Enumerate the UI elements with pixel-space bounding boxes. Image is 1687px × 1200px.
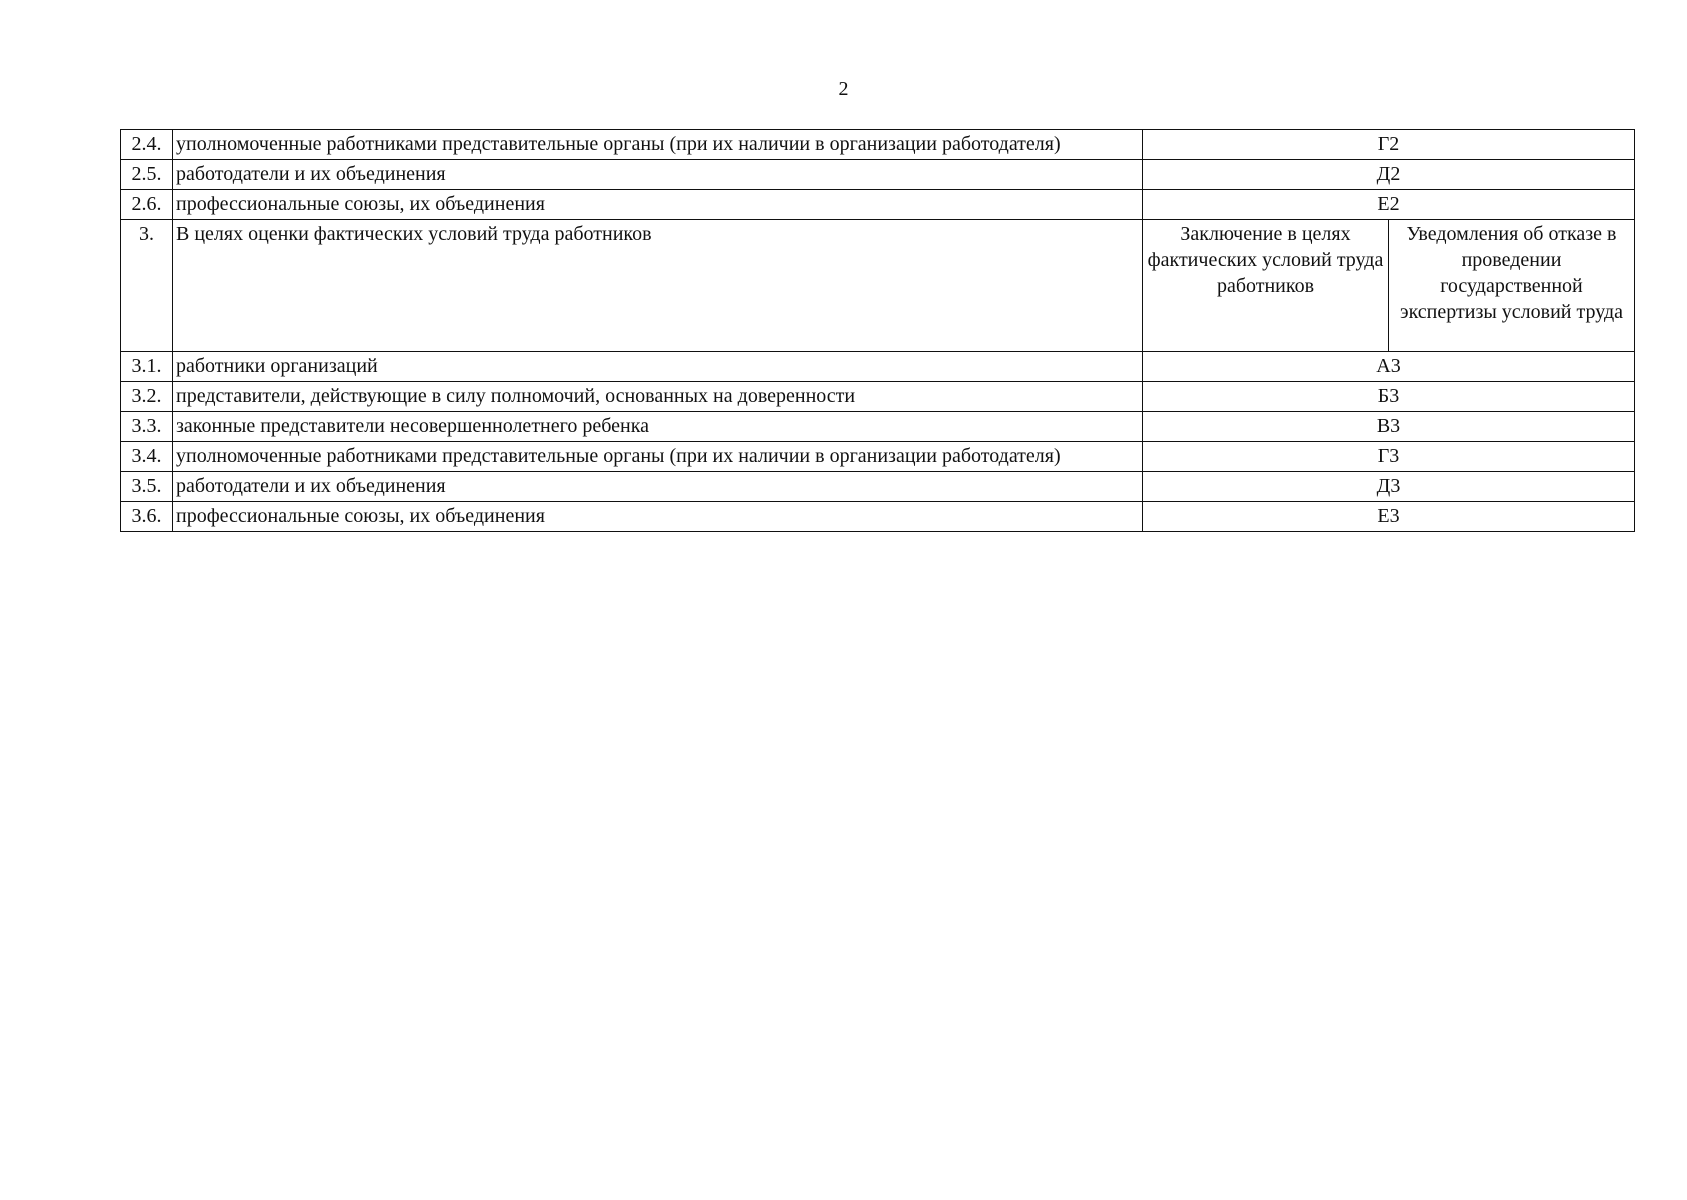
row-number: 3.6. <box>121 502 173 532</box>
table-row <box>121 352 1635 382</box>
row-code: Д2 <box>1143 160 1635 190</box>
page-number: 2 <box>838 78 849 100</box>
section-number: 3. <box>121 220 173 352</box>
row-number: 3.4. <box>121 442 173 472</box>
row-code: Г3 <box>1143 442 1635 472</box>
table-row <box>121 130 1635 160</box>
row-code: Б3 <box>1143 382 1635 412</box>
table-row <box>121 472 1635 502</box>
table-row <box>121 190 1635 220</box>
row-description: работодатели и их объединения <box>173 472 1143 502</box>
section-header-row <box>121 220 1635 352</box>
column-header-conclusion: Заключение в целях фактических условий труда работников <box>1143 220 1389 352</box>
row-description: представители, действующие в силу полномочий, основанных на доверенности <box>173 382 1143 412</box>
row-code: Е2 <box>1143 190 1635 220</box>
row-description: законные представители несовершеннолетнего ребенка <box>173 412 1143 442</box>
section-title: В целях оценки фактических условий труда работников <box>173 220 1143 352</box>
table-row <box>121 382 1635 412</box>
document-table <box>120 129 1635 532</box>
row-description: профессиональные союзы, их объединения <box>173 190 1143 220</box>
row-description: работодатели и их объединения <box>173 160 1143 190</box>
row-number: 3.3. <box>121 412 173 442</box>
row-code: Е3 <box>1143 502 1635 532</box>
row-number: 3.1. <box>121 352 173 382</box>
row-number: 3.2. <box>121 382 173 412</box>
row-code: Г2 <box>1143 130 1635 160</box>
row-description: уполномоченные работниками представительные органы (при их наличии в организации работодателя) <box>173 442 1143 472</box>
row-code: В3 <box>1143 412 1635 442</box>
row-number: 3.5. <box>121 472 173 502</box>
column-header-refusal-notice: Уведомления об отказе в проведении государственной экспертизы условий труда <box>1389 220 1635 352</box>
table-row <box>121 502 1635 532</box>
row-description: уполномоченные работниками представительные органы (при их наличии в организации работодателя) <box>173 130 1143 160</box>
row-number: 2.5. <box>121 160 173 190</box>
row-code: А3 <box>1143 352 1635 382</box>
row-description: профессиональные союзы, их объединения <box>173 502 1143 532</box>
row-number: 2.4. <box>121 130 173 160</box>
row-description: работники организаций <box>173 352 1143 382</box>
table-row <box>121 412 1635 442</box>
table-row <box>121 160 1635 190</box>
row-code: Д3 <box>1143 472 1635 502</box>
table-row <box>121 442 1635 472</box>
row-number: 2.6. <box>121 190 173 220</box>
